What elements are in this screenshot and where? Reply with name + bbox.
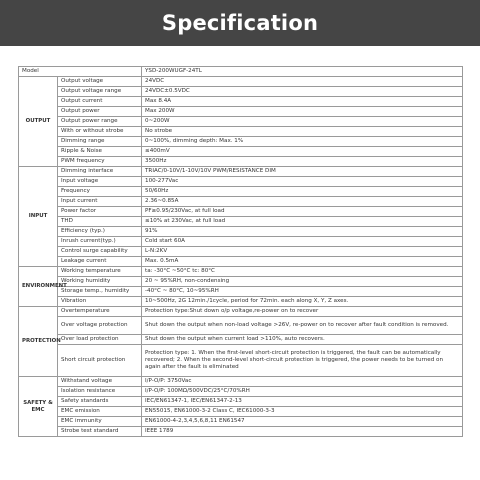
section-label: OUTPUT [19, 77, 58, 167]
parameter-value: 24VDC±0.5VDC [142, 87, 463, 97]
table-row [19, 267, 463, 277]
table-row [19, 87, 463, 97]
parameter-name: Safety standards [58, 397, 142, 407]
parameter-value: ≤10% at 230Vac, at full load [142, 217, 463, 227]
parameter-name: Dimming range [58, 137, 142, 147]
section-label: ENVIRONMENT [19, 267, 58, 307]
parameter-name: Inrush current(typ.) [58, 237, 142, 247]
table-row [19, 77, 463, 87]
parameter-value: Cold start 60A [142, 237, 463, 247]
parameter-name: Leakage current [58, 257, 142, 267]
parameter-value: 20 ~ 95%RH, non-condensing [142, 277, 463, 287]
parameter-name: Over load protection [58, 335, 142, 345]
table-row [19, 335, 463, 345]
table-row [19, 197, 463, 207]
table-row [19, 97, 463, 107]
section-label: PROTECTION [19, 307, 58, 377]
table-row [19, 227, 463, 237]
table-row [19, 247, 463, 257]
table-row [19, 377, 463, 387]
title-banner [0, 0, 480, 46]
parameter-name: EMC emission [58, 407, 142, 417]
table-row [19, 147, 463, 157]
table-row [19, 177, 463, 187]
table-row [19, 397, 463, 407]
table-row [19, 237, 463, 247]
parameter-name: Input current [58, 197, 142, 207]
parameter-value: IEC/EN61347-1, IEC/EN61347-2-13 [142, 397, 463, 407]
parameter-name: Control surge capability [58, 247, 142, 257]
table-row [19, 127, 463, 137]
parameter-name: Working temperature [58, 267, 142, 277]
table-row [19, 167, 463, 177]
parameter-value: 91% [142, 227, 463, 237]
parameter-name: Dimming interface [58, 167, 142, 177]
table-row [19, 317, 463, 335]
parameter-name: Output current [58, 97, 142, 107]
parameter-name: Isolation resistance [58, 387, 142, 397]
parameter-value: Shut down the output when current load >110%, auto recovers. [142, 335, 463, 345]
parameter-value: Max. 0.5mA [142, 257, 463, 267]
parameter-value: Max 200W [142, 107, 463, 117]
parameter-value: I/P-O/P: 100MΩ/500VDC/25°C/70%RH [142, 387, 463, 397]
parameter-name: Output power [58, 107, 142, 117]
table-row [19, 277, 463, 287]
parameter-name: Withstand voltage [58, 377, 142, 387]
parameter-value: ≤400mV [142, 147, 463, 157]
section-label: INPUT [19, 167, 58, 267]
parameter-value: 2.36~0.85A [142, 197, 463, 207]
parameter-name: Overtemperature [58, 307, 142, 317]
parameter-value: 100-277Vac [142, 177, 463, 187]
parameter-name: EMC immunity [58, 417, 142, 427]
table-row [19, 345, 463, 377]
parameter-value: Protection type: 1. When the first-level short-circuit protection is triggered, the fault can be automatically recovered; 2. When the second-level short-circuit protection is triggered, the power needs to be turned on again after the fault is eliminated [142, 345, 463, 377]
parameter-name: Efficiency (typ.) [58, 227, 142, 237]
table-row [19, 217, 463, 227]
parameter-name: PWM frequency [58, 157, 142, 167]
parameter-value: EN55015, EN61000-3-2 Class C, IEC61000-3-3 [142, 407, 463, 417]
parameter-name: Output voltage range [58, 87, 142, 97]
parameter-value: 0~200W [142, 117, 463, 127]
parameter-name: Strobe test standard [58, 427, 142, 437]
parameter-value: I/P-O/P: 3750Vac [142, 377, 463, 387]
parameter-value: 10~500Hz, 2G 12min./1cycle, period for 72min. each along X, Y, Z axes. [142, 297, 463, 307]
parameter-name: THD [58, 217, 142, 227]
section-label: SAFETY & EMC [19, 377, 58, 437]
table-row [19, 417, 463, 427]
parameter-name: Input voltage [58, 177, 142, 187]
parameter-name: Storage temp., humidity [58, 287, 142, 297]
model-row [19, 67, 463, 77]
table-row [19, 137, 463, 147]
parameter-value: No strobe [142, 127, 463, 137]
table-row [19, 107, 463, 117]
parameter-value: 0~100%, dimming depth: Max. 1% [142, 137, 463, 147]
parameter-name: With or without strobe [58, 127, 142, 137]
parameter-name: Frequency [58, 187, 142, 197]
model-label: Model [19, 67, 142, 77]
specification-table [18, 66, 463, 437]
parameter-value: Shut down the output when non-load voltage >26V, re-power on to recover after fault condition is removed. [142, 317, 463, 335]
parameter-value: PF≥0.95/230Vac, at full load [142, 207, 463, 217]
parameter-value: Protection type:Shut down o/p voltage,re-power on to recover [142, 307, 463, 317]
parameter-name: Working humidity [58, 277, 142, 287]
parameter-value: -40°C ~ 80°C, 10~95%RH [142, 287, 463, 297]
parameter-name: Over voltage protection [58, 317, 142, 335]
table-row [19, 297, 463, 307]
parameter-value: 24VDC [142, 77, 463, 87]
parameter-name: Power factor [58, 207, 142, 217]
table-row [19, 287, 463, 297]
parameter-value: L-N:2KV [142, 247, 463, 257]
parameter-value: ta: -30°C ~50°C tc: 80°C [142, 267, 463, 277]
table-row [19, 427, 463, 437]
parameter-name: Vibration [58, 297, 142, 307]
table-row [19, 407, 463, 417]
parameter-value: TRIAC/0-10V/1-10V/10V PWM/RESISTANCE DIM [142, 167, 463, 177]
table-row [19, 187, 463, 197]
table-row [19, 117, 463, 127]
parameter-name: Output voltage [58, 77, 142, 87]
parameter-name: Output power range [58, 117, 142, 127]
table-row [19, 157, 463, 167]
table-row [19, 307, 463, 317]
parameter-value: Max 8.4A [142, 97, 463, 107]
parameter-value: EN61000-4-2,3,4,5,6,8,11 EN61547 [142, 417, 463, 427]
page-title: Specification [161, 11, 319, 35]
parameter-name: Ripple & Noise [58, 147, 142, 157]
parameter-value: IEEE 1789 [142, 427, 463, 437]
parameter-value: 50/60Hz [142, 187, 463, 197]
table-row [19, 387, 463, 397]
model-value: YSD-200WUGF-24TL [142, 67, 463, 77]
table-row [19, 207, 463, 217]
table-row [19, 257, 463, 267]
parameter-name: Short circuit protection [58, 345, 142, 377]
parameter-value: 3500Hz [142, 157, 463, 167]
